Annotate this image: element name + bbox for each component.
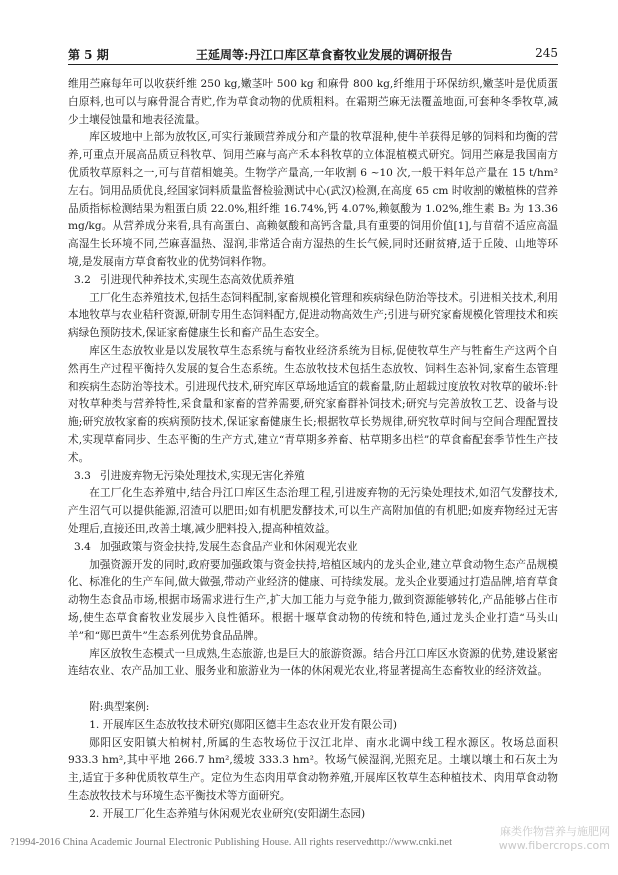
copyright-notice: ?1994-2016 China Academic Journal Electronic Publishing House. All rights reserved. (10, 837, 375, 848)
paragraph-eco-tourism: 库区放牧生态模式一旦成熟,生态旅游,也是巨大的旅游资源。结合丹江口库区水资源的优势,建设紧密连结农业、农产品加工业、服务业和旅游业为一体的休闲观光农业,将显著提高生态畜牧业的经济效益。 (68, 647, 558, 678)
running-title: 王延周等:丹江口库区草食畜牧业发展的调研报告 (196, 48, 453, 62)
section-heading-3-2 (68, 272, 558, 290)
watermark-url: www.fibercrops.com (498, 839, 610, 852)
section-number: 3.4 (74, 540, 91, 553)
section-number: 3.3 (74, 469, 91, 482)
section-title: 加强政策与资金扶持,发展生态食品产业和休闲观光农业 (100, 540, 358, 553)
section-heading-3-3 (68, 468, 558, 486)
paragraph-waste-treatment: 在工厂化生态养殖中,结合丹江口库区生态治理工程,引进废弃物的无污染处理技术,如沼气发酵技术,产生沼气可以提供能源,沼渣可以肥田;如有机肥发酵技术,可以生产高附加值的有机肥;如废弃物经过无害处理后,直接还田,改善土壤,减少肥料投入,提高种植效益。 (68, 487, 558, 535)
paragraph-ramie-yield: 维用苎麻每年可以收获纤维 250 kg,嫩茎叶 500 kg 和麻骨 800 kg,纤维用于环保纺织,嫩茎叶是优质蛋白原料,也可以与麻骨混合青贮,作为草食动物的优质粗料。在霜期苎麻无法覆盖地面,可套种冬季牧草,减少土壤侵蚀量和地表径流量。 (68, 78, 558, 126)
section-number: 3.2 (74, 273, 91, 286)
paragraph-grazing-zone: 库区坡地中上部为放牧区,可实行兼顾营养成分和产量的牧草混种,使牛羊获得足够的饲料和均衡的营养,可重点开展高品质豆科牧草、饲用苎麻与高产禾本科牧草的立体混植模式研究。饲用苎麻是我国南方优质牧草原料之一,可与苜蓿相媲美。生物学产量高,一年收割 6 ~10 次,一般干料年总产量在 15 t/hm² 左右。饲用品质优良,经国家饲料质量监督检验测试中心(武汉)检测,在高度 65 cm 时收割的嫩植株的营养品质指标检测结果为粗蛋白质 22.0%,粗纤维 16.74%,钙 4.07%,赖氨酸为 1.02%,维生素 B₂ 为 13.36 mg/kg。从营养成分来看,具有高蛋白、高赖氨酸和高钙含量,具有重要的饲用价值[1],与苜蓿不适应高温高湿生长环境不同,苎麻喜温热、湿润,非常适合南方湿热的生长气候,同时还耐贫瘠,适于丘陵、山地等环境,是发展南方草食畜牧业的优势饲料作物。 (68, 131, 558, 268)
case-1-text: 郧阳区安阳镇大柏树村,所属的生态牧场位于汉江北岸、南水北调中线工程水源区。牧场总面积 933.3 hm²,其中平地 266.7 hm²,缓坡 333.3 hm²。牧场气候湿润,光照充足。土壤以壤土和石灰土为主,适宜于多种优质牧草生产。定位为生态肉用草食动物养殖,开展库区牧草生态种植技术、肉用草食动物生态放牧技术与环境生态平衡技术等方面研究。 (68, 736, 558, 803)
running-header (68, 42, 558, 65)
watermark (454, 825, 610, 853)
case-2-title: 2. 开展工厂化生态养殖与休闲观光农业研究(安阳湖生态园) (89, 807, 366, 820)
issue-number: 第 5 期 (68, 48, 109, 62)
page-footer (10, 825, 610, 857)
section-title: 引进废弃物无污染处理技术,实现无害化养殖 (100, 469, 305, 482)
cnki-link[interactable]: http://www.cnki.net (368, 837, 452, 848)
paragraph-policy-support: 加强资源开发的同时,政府要加强政策与资金扶持,培植区域内的龙头企业,建立草食动物生态产品规模化、标准化的生产车间,做大做强,带动产业经济的健康、可持续发展。龙头企业要通过打造品牌,培育草食动物生态食品市场,根据市场需求进行生产,扩大加工能力与竞争能力,做到资源能够转化,产品能够占住市场,使生态草食畜牧业发展步入良性循环。根据十堰草食动物的传统和特色,通过龙头企业打造“马头山羊”和“郧巴黄牛”生态系列优势食品品牌。 (68, 558, 558, 642)
section-heading-3-4 (68, 539, 558, 557)
paragraph-ecological-grazing: 库区生态放牧业是以发展牧草生态系统与畜牧业经济系统为目标,促使牧草生产与牲畜生产这两个自然再生产过程平衡持久发展的复合生态系统。生态放牧技术包括生态放牧、饲料生态补饲,家畜生态管理和疾病生态防治等技术。引进现代技术,研究库区草场地适宜的载畜量,防止超载过度放牧对牧草的破坏:针对牧草种类与营养特性,采食量和家畜的营养需要,研究家畜群补饲技术;研究与完善放牧工艺、设备与设施;研究放牧家畜的疾病预防技术,保证家畜健康生长;根据牧草长势规律,研究牧草时间与空间合理配置技术,实现草畜同步、生态平衡的生产方式,建立“青草期多养畜、枯草期多出栏”的草食畜配套季节性生产技术。 (68, 344, 558, 464)
article-body (68, 76, 558, 824)
page-number: 245 (535, 46, 558, 60)
section-title: 引进现代种养技术,实现生态高效优质养殖 (100, 273, 295, 286)
paragraph-factory-breeding: 工厂化生态养殖技术,包括生态饲料配制,家畜规模化管理和疾病绿色防治等技术。引进相关技术,利用本地牧草与农业秸秆资源,研制专用生态饲料配方,促进动物高效生产;引进与研究家畜规模化管理技术和疾病绿色预防技术,保证家畜健康生长和畜产品生态安全。 (68, 291, 558, 340)
case-1-title: 1. 开展库区生态放牧技术研究(郧阳区德丰生态农业开发有限公司) (89, 718, 397, 731)
watermark-cn: 麻类作物营养与施肥网 (500, 825, 610, 838)
appendix-heading: 附:典型案例: (89, 701, 150, 714)
